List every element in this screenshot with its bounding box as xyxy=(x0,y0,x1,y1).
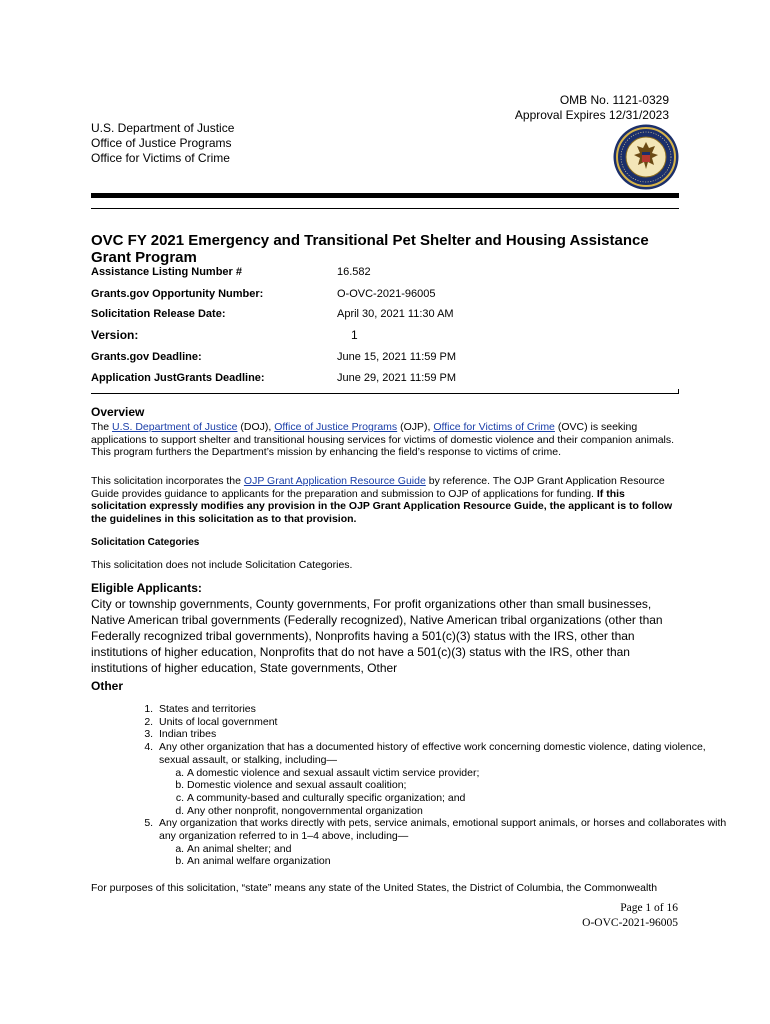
doj-link[interactable]: U.S. Department of Justice xyxy=(112,421,238,433)
details-rule-tick xyxy=(678,389,679,394)
categories-text: This solicitation does not include Solicitation Categories. xyxy=(91,559,353,571)
state-definition-text: For purposes of this solicitation, “state” means any state of the United States, the District of Columbia, the Commonwealth xyxy=(91,882,658,894)
detail-label: Solicitation Release Date: xyxy=(91,308,226,320)
agency-block xyxy=(91,121,234,166)
details-rule xyxy=(91,393,679,394)
sub-list xyxy=(159,843,736,868)
detail-value: June 15, 2021 11:59 PM xyxy=(337,351,457,363)
list-item: 4. Any other organization that has a documented history of effective work concerning domestic violence, dating violence, sexual assault, or stalking, including— a. A domestic violence and sexual assault victim service provider; b. Domestic violence and sexual assault coalition; c. A community-based and culturally specific organization; and d. Any other nonprofit, nongovernmental organization xyxy=(156,741,736,817)
program-title: OVC FY 2021 Emergency and Transitional Pet Shelter and Housing Assistance Grant Program xyxy=(91,232,649,266)
resource-guide-link[interactable]: OJP Grant Application Resource Guide xyxy=(243,475,426,487)
agency-line-ovc: Office for Victims of Crime xyxy=(91,151,230,165)
header-rule-thin xyxy=(91,208,679,209)
ojp-link[interactable]: Office of Justice Programs xyxy=(274,421,398,433)
sub-list-item: a. An animal shelter; and xyxy=(187,843,736,856)
sub-list xyxy=(159,767,736,818)
detail-label: Assistance Listing Number # xyxy=(91,266,242,278)
sub-list-item: b. Domestic violence and sexual assault coalition; xyxy=(187,779,736,792)
detail-value: 16.582 xyxy=(337,266,371,278)
other-list xyxy=(106,703,736,868)
approval-expires: Approval Expires 12/31/2023 xyxy=(514,108,669,122)
ovc-link[interactable]: Office for Victims of Crime xyxy=(433,421,555,433)
overview-heading: Overview xyxy=(91,405,145,419)
header-rule-thick xyxy=(91,193,679,198)
detail-label: Grants.gov Deadline: xyxy=(91,351,202,363)
detail-label: Application JustGrants Deadline: xyxy=(91,372,265,384)
agency-line-ojp: Office of Justice Programs xyxy=(91,136,232,150)
overview-paragraph: The U.S. Department of Justice (DOJ), Office of Justice Programs (OJP), Office for Victims of Crime (OVC) is seeking applications to support shelter and transitional housing services for victims of domestic violence and their companion animals. This program furthers the Department’s mission by enhancing the field’s response to victims of crime. xyxy=(91,421,675,458)
sub-list-item: c. A community-based and culturally specific organization; and xyxy=(187,792,736,805)
document-id: O-OVC-2021-96005 xyxy=(582,917,678,929)
list-item: 2. Units of local government xyxy=(156,716,736,729)
doj-seal-icon xyxy=(613,124,679,190)
page-number: Page 1 of 16 xyxy=(620,902,678,914)
sub-list-item: a. A domestic violence and sexual assault victim service provider; xyxy=(187,767,736,780)
sub-list-item: d. Any other nonprofit, nongovernmental organization xyxy=(187,805,736,818)
detail-value: April 30, 2021 11:30 AM xyxy=(337,308,454,320)
detail-label: Version: xyxy=(91,328,139,342)
eligible-text: City or township governments, County governments, For profit organizations other than small businesses, Native American tribal governments (Federally recognized), Native American tribal organizations (other than Federally recognized tribal governments), Nonprofits having a 501(c)(3) status with the IRS, other than institutions of higher education, Nonprofits that do not have a 501(c)(3) status with the IRS, other than institutions of higher education, State governments, Other xyxy=(91,597,663,675)
list-item: 1. States and territories xyxy=(156,703,736,716)
detail-value: 1 xyxy=(351,328,358,342)
detail-value: June 29, 2021 11:59 PM xyxy=(337,372,457,384)
categories-heading: Solicitation Categories xyxy=(91,537,200,548)
eligible-heading: Eligible Applicants: xyxy=(91,581,202,595)
sub-list-item: b. An animal welfare organization xyxy=(187,855,736,868)
list-item: 3. Indian tribes xyxy=(156,728,736,741)
resource-guide-paragraph: This solicitation incorporates the OJP Grant Application Resource Guide by reference. The OJP Grant Application Resource Guide provides guidance to applicants for the preparation and submission to OJP of applications for funding. If this solicitation expressly modifies any provision in the OJP Grant Application Resource Guide, the applicant is to follow the guidelines in this solicitation as to that provision. xyxy=(91,475,673,525)
detail-label: Grants.gov Opportunity Number: xyxy=(91,288,264,300)
omb-number: OMB No. 1121-0329 xyxy=(559,93,669,107)
list-item: 5. Any organization that works directly with pets, service animals, emotional support animals, or horses and collaborates with any organization referred to in 1–4 above, including— a. An animal shelter; and b. An animal welfare organization xyxy=(156,817,736,868)
page-footer xyxy=(582,901,678,931)
omb-block xyxy=(515,93,669,123)
agency-line-doj: U.S. Department of Justice xyxy=(91,121,235,135)
detail-value: O-OVC-2021-96005 xyxy=(337,288,436,300)
other-heading: Other xyxy=(91,679,124,693)
